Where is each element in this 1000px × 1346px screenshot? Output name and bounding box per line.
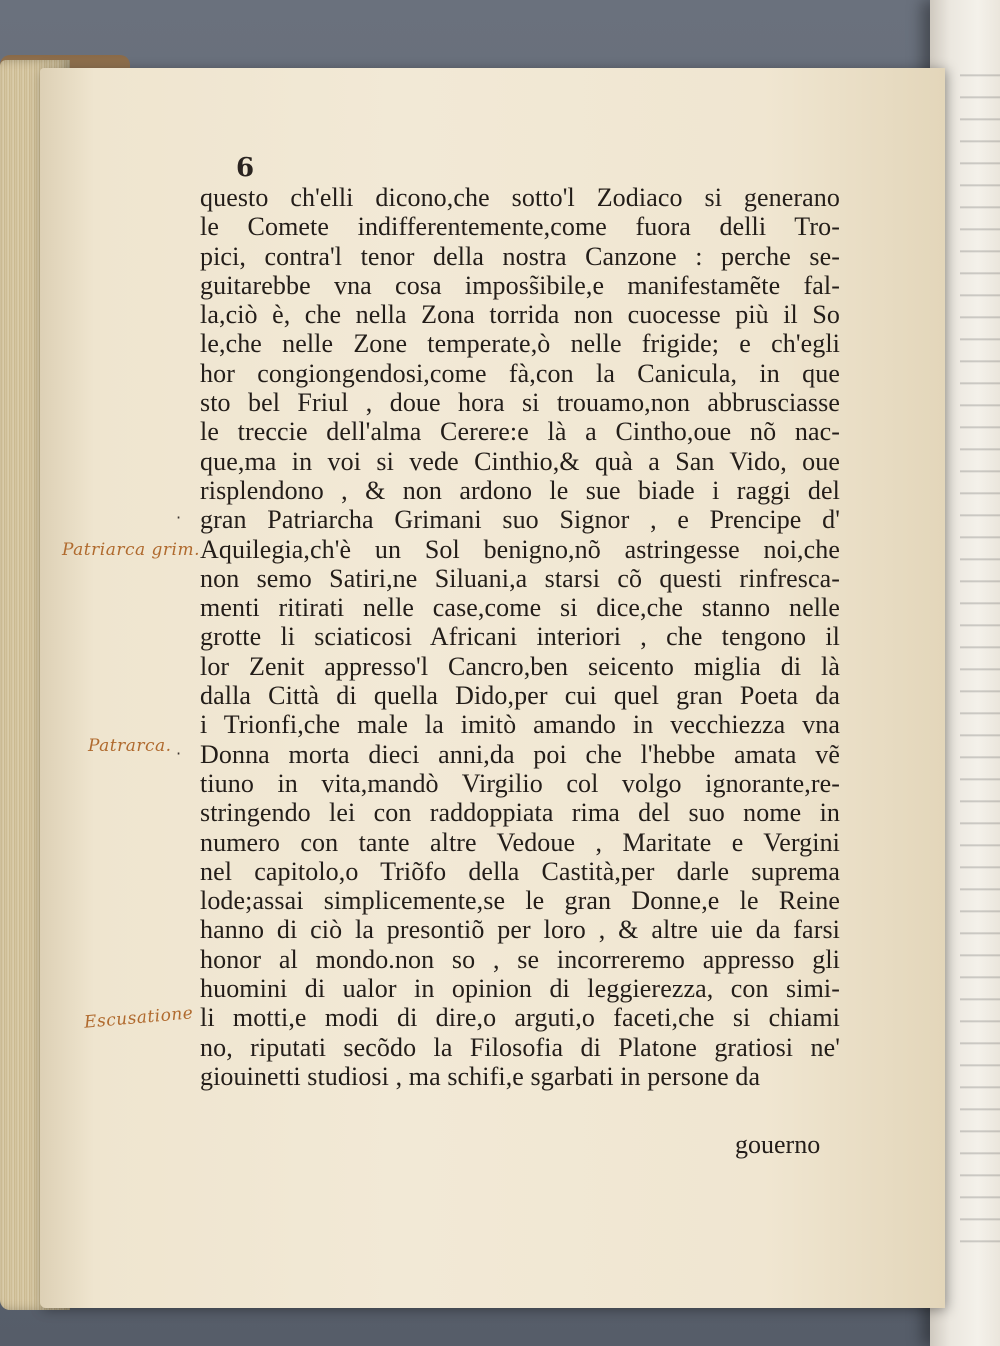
text-line: dalla Città di quella Dido,per cui quel gran Poeta da bbox=[200, 681, 840, 711]
text-line: Donna morta dieci anni,da poi che l'hebbe amata vẽ bbox=[200, 739, 840, 769]
text-line: le Comete indifferentemente,come fuora delli Tro- bbox=[200, 212, 840, 242]
text-line: honor al mondo.non so , se incorreremo appresso gli bbox=[200, 944, 840, 974]
margin-note: Escusatione bbox=[83, 1003, 195, 1033]
text-line: questo ch'elli dicono,che sotto'l Zodiaco si generano bbox=[200, 183, 840, 212]
margin-mark: · bbox=[176, 508, 182, 527]
text-line: hor congiongendosi,come fà,con la Canicula, in que bbox=[200, 358, 840, 388]
text-line: le treccie dell'alma Cerere:e là a Cintho,oue nõ nac- bbox=[200, 417, 840, 447]
text-line: menti ritirati nelle case,come si dice,che stanno nelle bbox=[200, 593, 840, 623]
text-line: numero con tante altre Vedoue , Maritate e Vergini bbox=[200, 827, 840, 857]
margin-note: Patrarca. bbox=[88, 736, 172, 756]
text-line: grotte li sciaticosi Africani interiori , che tengono il bbox=[200, 622, 840, 652]
text-line: non semo Satiri,ne Siluani,a starsi cõ questi rinfresca- bbox=[200, 563, 840, 593]
facing-page-text-hint bbox=[960, 60, 1000, 1260]
text-line: lor Zenit appresso'l Cancro,ben seicento miglia di là bbox=[200, 651, 840, 681]
text-line: huomini di ualor in opinion di leggierezza, con simi- bbox=[200, 974, 840, 1004]
text-line: lode;assai simplicemente,se le gran Donne,e le Reine bbox=[200, 886, 840, 916]
text-line: Aquilegia,ch'è un Sol benigno,nõ astringesse noi,che bbox=[200, 534, 840, 564]
catchword: gouerno bbox=[735, 1130, 821, 1159]
text-line: guitarebbe vna cosa imposs̃ibile,e manifestamẽte fal- bbox=[200, 270, 840, 300]
text-line: stringendo lei con raddoppiata rima del suo nome in bbox=[200, 798, 840, 828]
text-line: sto bel Friul , doue hora si trouamo,non abbrusciasse bbox=[200, 388, 840, 418]
text-line: hanno di ciò la presontiõ per loro , & altre uie da farsi bbox=[200, 915, 840, 945]
text-line: giouinetti studiosi , ma schifi,e sgarbati in persone da bbox=[200, 1061, 761, 1091]
text-line: i Trionfi,che male la imitò amando in vecchiezza vna bbox=[200, 710, 840, 740]
text-line: li motti,e modi di dire,o arguti,o faceti,che si chiami bbox=[200, 1003, 840, 1033]
text-line: la,ciò è, che nella Zona torrida non cuocesse più il So bbox=[200, 300, 840, 330]
text-line: tiuno in vita,mandò Virgilio col volgo ignorante,re- bbox=[200, 768, 840, 798]
text-line: risplendono , & non ardono le sue biade i raggi del bbox=[200, 475, 840, 505]
margin-mark: · bbox=[176, 744, 182, 763]
body-text bbox=[200, 183, 840, 1091]
margin-note: Patriarca grim. bbox=[62, 540, 200, 560]
text-line: nel capitolo,o Triõfo della Castità,per darle suprema bbox=[200, 856, 840, 886]
page-number: 6 bbox=[236, 153, 255, 183]
text-line: gran Patriarcha Grimani suo Signor , e Prencipe d' bbox=[200, 505, 840, 535]
text-line: no, riputati secõdo la Filosofia di Platone gratiosi ne' bbox=[200, 1032, 840, 1062]
text-line: pici, contra'l tenor della nostra Canzone : perche se- bbox=[200, 241, 840, 271]
text-line: que,ma in voi si vede Cinthio,& quà a San Vido, oue bbox=[200, 446, 840, 476]
text-line: le,che nelle Zone temperate,ò nelle frigide; e ch'egli bbox=[200, 329, 840, 359]
